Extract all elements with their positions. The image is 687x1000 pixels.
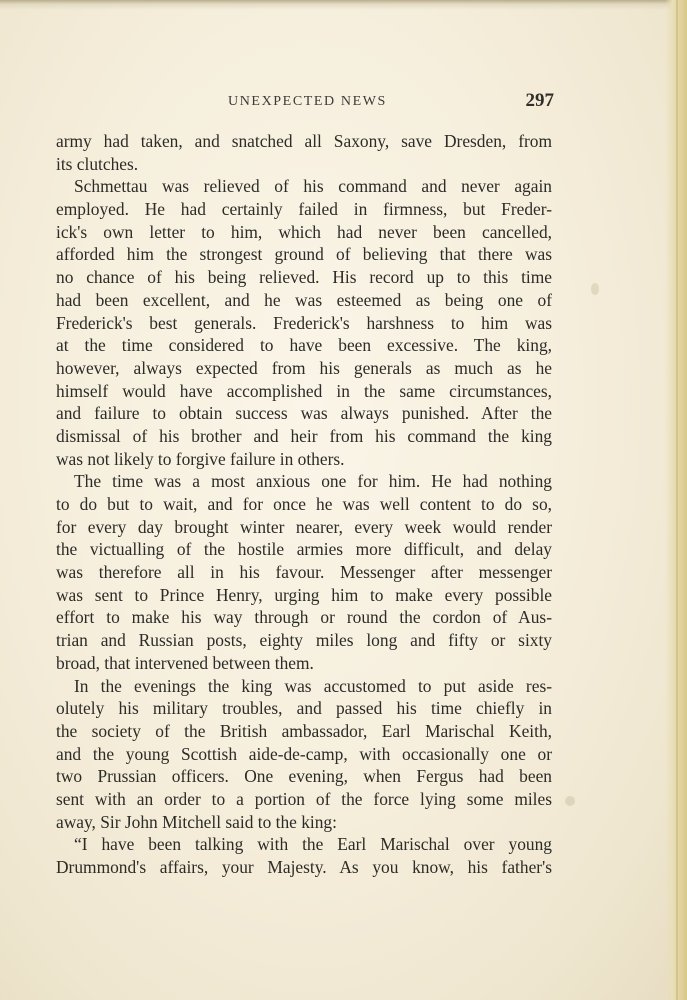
text-line: its clutches. — [56, 153, 139, 174]
text-line: however, always expected from his generals as much as he — [56, 357, 552, 378]
paper-stain — [591, 283, 599, 295]
text-line: army had taken, and snatched all Saxony, save Dresden, from — [56, 131, 552, 151]
text-line: afforded him the strongest ground of believing that there was — [56, 244, 552, 265]
text-line: Drummond's affairs, your Majesty. As you know, his father's — [56, 857, 552, 877]
text-line: Schmettau was relieved of his command and never again — [74, 176, 552, 197]
text-line: trian and Russian posts, eighty miles long and fifty or sixty — [56, 630, 552, 651]
text-line: olutely his military troubles, and passed his time chiefly in — [56, 698, 552, 719]
text-line: himself would have accomplished in the same circumstances, — [56, 380, 552, 401]
text-line: two Prussian officers. One evening, when Fergus had been — [56, 766, 552, 787]
text-line: employed. He had certainly failed in firmness, but Freder- — [56, 199, 552, 220]
text-line: to do but to wait, and for once he was well content to do so, — [56, 494, 552, 514]
text-line: dismissal of his brother and heir from his command the king — [56, 425, 552, 446]
text-line: was not likely to forgive failure in others. — [56, 448, 345, 469]
text-line: and the young Scottish aide-de-camp, with occasionally one or — [56, 743, 552, 764]
text-line: away, Sir John Mitchell said to the king: — [56, 811, 337, 832]
text-line: had been excellent, and he was esteemed as being one of — [56, 289, 552, 310]
text-line: no chance of his being relieved. His record up to this time — [56, 267, 552, 288]
text-line: was sent to Prince Henry, urging him to make every possible — [56, 584, 552, 605]
text-line: effort to make his way through or round the cordon of Aus- — [56, 607, 552, 628]
text-line: ick's own letter to him, which had never been cancelled, — [56, 221, 552, 242]
text-line: “I have been talking with the Earl Marischal over young — [74, 834, 552, 855]
page-edge-line — [676, 0, 678, 1000]
text-line: sent with an order to a portion of the force lying some miles — [56, 788, 552, 809]
body-text — [56, 130, 552, 879]
text-line: and failure to obtain success was always punished. After the — [56, 403, 552, 424]
running-head: UNEXPECTED NEWS — [228, 94, 387, 109]
text-line: Frederick's best generals. Frederick's harshness to him was — [56, 312, 552, 333]
text-line: The time was a most anxious one for him. He had nothing — [74, 471, 552, 492]
text-line: the victualling of the hostile armies more difficult, and delay — [56, 539, 552, 560]
page-header — [56, 90, 554, 116]
text-line: broad, that intervened between them. — [56, 652, 314, 673]
text-line: the society of the British ambassador, Earl Marischal Keith, — [56, 720, 552, 741]
page-number: 297 — [525, 90, 554, 111]
text-line: for every day brought winter nearer, every week would render — [56, 516, 552, 537]
paper-stain — [565, 796, 575, 806]
page-top-shadow — [0, 0, 687, 10]
text-line: was therefore all in his favour. Messenger after messenger — [56, 562, 552, 583]
text-line: at the time considered to have been excessive. The king, — [56, 335, 552, 356]
text-line: In the evenings the king was accustomed to put aside res- — [74, 675, 552, 696]
